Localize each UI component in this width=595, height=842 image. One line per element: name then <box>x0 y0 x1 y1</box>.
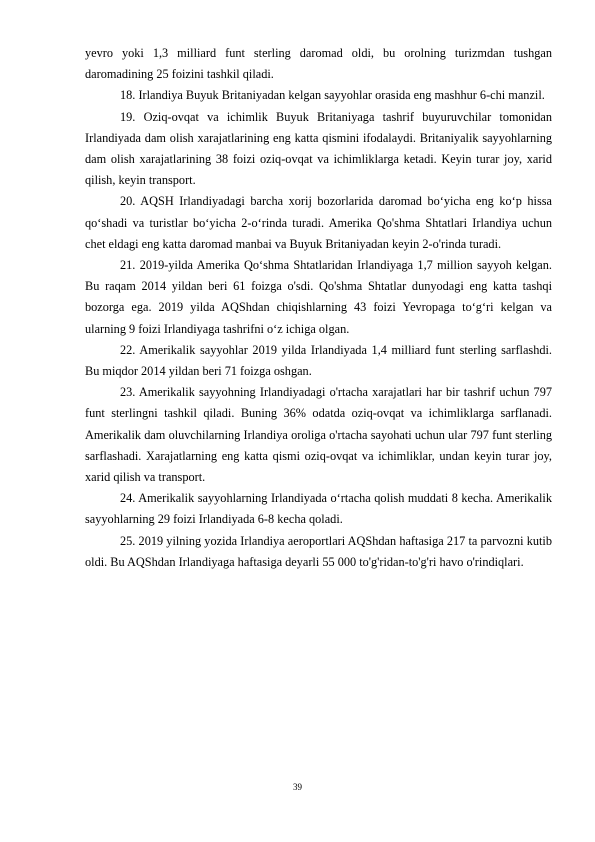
paragraph-18: 18. Irlandiya Buyuk Britaniyadan kelgan sayyohlar orasida eng mashhur 6-chi manzil. <box>120 88 545 103</box>
paragraph-19: 19. Oziq-ovqat va ichimlik Buyuk Britaniyaga tashrif buyuruvchilar tomonidan Irlandiyada dam olish xarajatlarining eng katta qismini ifodalaydi. Britaniyalik sayyohlarning dam olish xarajatlarining 38 foizi oziq-ovqat va ichimliklarga ketadi. Keyin turar joy, xarid qilish, keyin transport. <box>85 109 552 188</box>
paragraph-25: 25. 2019 yilning yozida Irlandiya aeroportlari AQShdan haftasiga 217 ta parvozni kutib oldi. Bu AQShdan Irlandiyaga haftasiga deyarli 55 000 to'g'ridan-to'g'ri havo o'rindiqlari. <box>85 533 552 569</box>
paragraph-21: 21. 2019-yilda Amerika Qo‘shma Shtatlaridan Irlandiyaga 1,7 million sayyoh kelgan. Bu raqam 2014 yildan beri 61 foizga o'sdi. Qo'shma Shtatlar dunyodagi eng katta tashqi bozorga ega. 2019 yilda AQShdan chiqishlarning 43 foizi Yevropaga to‘g‘ri kelgan va ularning 9 foizi Irlandiyaga tashrifni o‘z ichiga olgan. <box>85 258 552 336</box>
page-number: 39 <box>293 782 302 792</box>
page-body <box>85 43 552 573</box>
paragraph-24: 24. Amerikalik sayyohlarning Irlandiyada o‘rtacha qolish muddati 8 kecha. Amerikalik sayyohlarning 29 foizi Irlandiyada 6-8 kecha qoladi. <box>85 491 552 527</box>
paragraph-continuation: yevro yoki 1,3 milliard funt sterling daromad oldi, bu orolning turizmdan tushgan daromadining 25 foizini tashkil qiladi. <box>85 46 552 82</box>
paragraph-23: 23. Amerikalik sayyohning Irlandiyadagi o'rtacha xarajatlari har bir tashrif uchun 797 funt sterlingni tashkil qiladi. Buning 36% odatda oziq-ovqat va ichimliklarga sarflanadi. Amerikalik dam oluvchilarning Irlandiya oroliga o'rtacha sayohati uchun ular 797 funt sterling sarflashadi. Xarajatlarning eng katta qismi oziq-ovqat va ichimliklar, undan keyin turar joy, xarid qilish va transport. <box>85 385 552 485</box>
paragraph-22: 22. Amerikalik sayyohlar 2019 yilda Irlandiyada 1,4 milliard funt sterling sarflashdi. Bu miqdor 2014 yildan beri 71 foizga oshgan. <box>85 342 552 379</box>
paragraph-20: 20. AQSH Irlandiyadagi barcha xorij bozorlarida daromad bo‘yicha eng ko‘p hissa qo‘shadi va turistlar bo‘yicha 2-o‘rinda turadi. Amerika Qo'shma Shtatlari Irlandiya uchun chet eldagi eng katta daromad manbai va Buyuk Britaniyadan keyin 2-o'rinda turadi. <box>85 194 552 251</box>
